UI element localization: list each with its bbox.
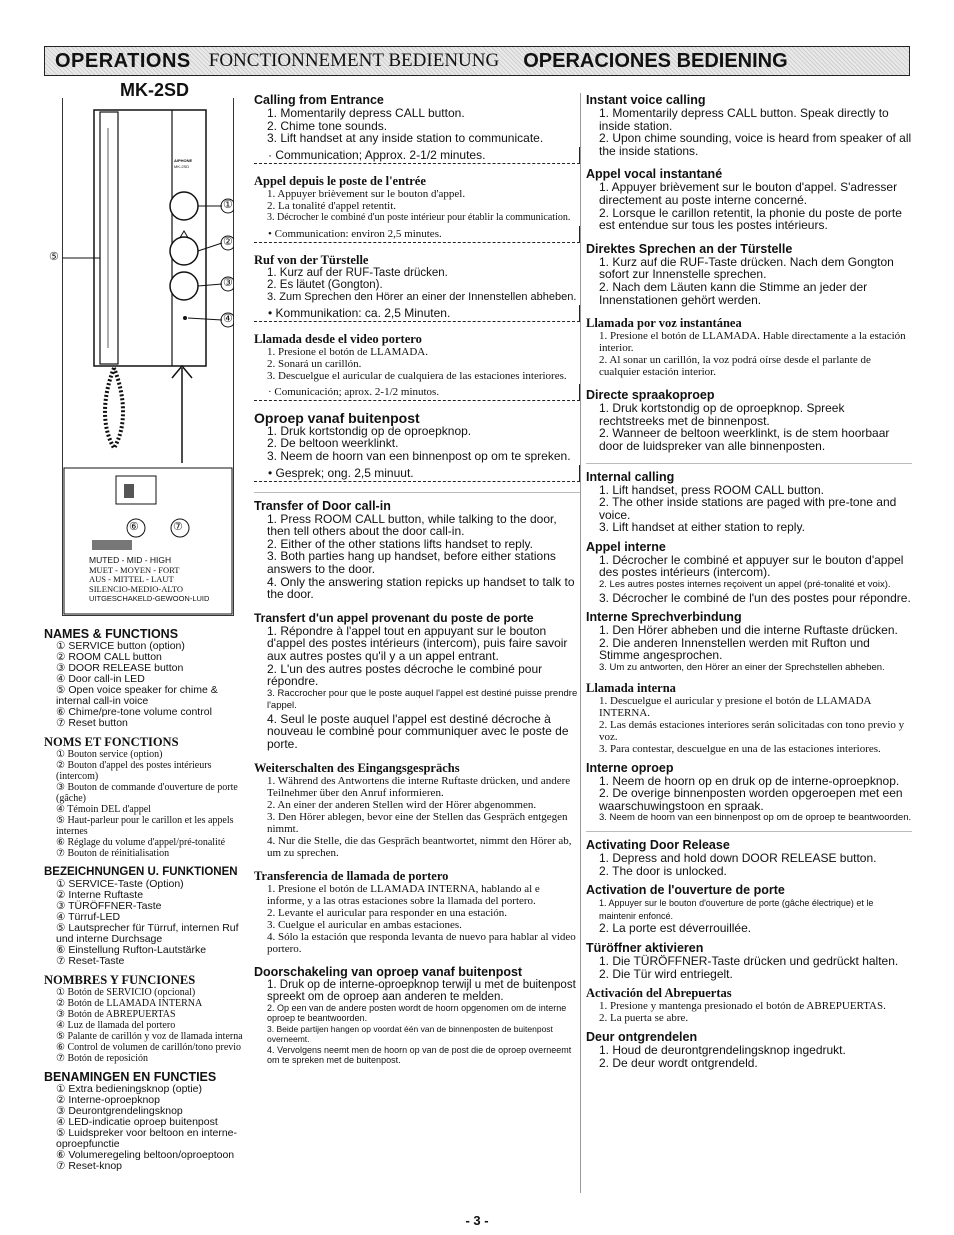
- calling-from-entrance-en: [254, 93, 580, 164]
- communication-note: • Communication: environ 2,5 minutes.: [254, 226, 580, 243]
- list-item: ① Botón de SERVICIO (opcional): [56, 987, 196, 998]
- list-item: 1. Presione el botón de LLAMADA INTERNA, hablando al e informe, y a las otras estaciones sobre la llamada del portero.: [267, 882, 540, 907]
- internal-calling-de: [586, 610, 912, 674]
- list-item: ④ LED-indicatie oproep buitenpost: [56, 1116, 218, 1128]
- callout-3: ③: [223, 277, 233, 289]
- list-item: ④ Door call-in LED: [56, 673, 145, 685]
- list-item: 3. Both parties hang up handset, before either stations answers to the door.: [267, 549, 556, 576]
- list-item: ① Bouton service (option): [56, 749, 163, 760]
- section-heading: Activación del Abrepuertas: [586, 986, 732, 1001]
- list-item: 1. Druk op de interne-oproepknop terwijl u met de buitenpost spreekt om de oproep aan anderen te melden.: [267, 978, 576, 1003]
- list-item: ⑤ Luidspreker voor beltoon en interne-oproepfunctie: [56, 1127, 238, 1150]
- list-item: ⑥ Control de volumen de carillón/tono previo: [56, 1042, 242, 1053]
- list-item: ⑥ Volumeregeling beltoon/oproeptoon: [56, 1149, 235, 1161]
- section-divider: [586, 463, 912, 464]
- volume-label-de: AUS - MITTEL - LAUT: [89, 574, 174, 585]
- list-item: ⑥ Einstellung Rufton-Lautstärke: [56, 944, 207, 956]
- list-item: 1. Appuyer sur le bouton d'ouverture de porte (gâche électrique) et le maintenir enfoncé.: [599, 898, 874, 921]
- section-heading: Directe spraakoproep: [586, 388, 715, 403]
- transfer-de: [254, 761, 580, 859]
- list-item: 2. The other inside stations are paged with pre-tone and voice.: [599, 495, 897, 522]
- names-section-de: [44, 865, 244, 967]
- list-item: ① SERVICE button (option): [56, 640, 185, 652]
- list-item: 1. Die TÜRÖFFNER-Taste drücken und gedrückt halten.: [599, 953, 899, 968]
- names-section-en: [44, 627, 244, 729]
- section-heading: Doorschakeling van oproep vanaf buitenpost: [254, 964, 523, 979]
- list-item: 1. Den Hörer abheben und die interne Ruftaste drücken.: [599, 623, 898, 638]
- list-item: ⑥ Réglage du volume d'appel/pré-tonalité: [56, 837, 226, 848]
- list-item: 2. Levante el auricular para responder en una estación.: [267, 906, 508, 919]
- list-item: 1. Lift handset, press ROOM CALL button.: [599, 482, 824, 497]
- list-item: ③ Deurontgrendelingsknop: [56, 1105, 183, 1117]
- list-item: ② Interne Ruftaste: [56, 889, 144, 901]
- transfer-nl: [254, 965, 580, 1066]
- list-item: 1. Décrocher le combiné et appuyer sur le bouton d'appel des postes intérieurs (intercom).: [599, 552, 904, 580]
- volume-label-en: MUTED - MID - HIGH: [89, 555, 172, 565]
- list-item: 1. Houd de deurontgrendelingsknop ingedrukt.: [599, 1043, 846, 1058]
- volume-label-nl: UITGESCHAKELD-GEWOON-LUID: [89, 594, 210, 604]
- list-item: 2. Either of the other stations lifts handset to reply.: [267, 536, 533, 551]
- list-item: 3. Lift handset at either station to reply.: [599, 520, 805, 535]
- communication-note: • Kommunikation: ca. 2,5 Minuten.: [254, 305, 580, 322]
- list-item: ③ Botón de ABREPUERTAS: [56, 1009, 176, 1020]
- list-item: 4. Sólo la estación que responda levanta de nuevo para hablar al video portero.: [267, 930, 576, 955]
- section-heading: Deur ontgrendelen: [586, 1030, 698, 1045]
- door-release-nl: [586, 1030, 912, 1069]
- names-section-fr: [44, 735, 244, 859]
- calling-from-entrance-es: [254, 332, 580, 401]
- list-item: 2. La tonalité d'appel retentit.: [267, 199, 397, 212]
- communication-note: · Comunicación; aprox. 2-1/2 minutos.: [254, 384, 580, 401]
- header-banner: [44, 46, 910, 76]
- right-column: [586, 93, 912, 1193]
- section-heading: BENAMINGEN EN FUNCTIES: [44, 1070, 217, 1084]
- list-item: 2. De deur wordt ontgrendeld.: [599, 1055, 758, 1070]
- section-heading: Transferencia de llamada de portero: [254, 868, 449, 883]
- instant-voice-fr: [586, 167, 912, 231]
- section-heading: Llamada interna: [586, 680, 676, 695]
- list-item: 2. L'un des autres postes décroche le combiné pour répondre.: [267, 661, 543, 689]
- list-item: 2. La porte est déverrouillée.: [599, 921, 752, 936]
- section-heading: Activating Door Release: [586, 838, 730, 852]
- list-item: ⑦ Bouton de réinitialisation: [56, 848, 170, 859]
- handset-diagram: [62, 98, 234, 616]
- section-divider: [586, 831, 912, 832]
- names-column: [44, 627, 244, 1187]
- device-illustration: [49, 98, 234, 616]
- list-item: ② Interne-oproepknop: [56, 1094, 160, 1106]
- banner-title-en: OPERATIONS: [55, 49, 191, 72]
- section-heading: Internal calling: [586, 469, 675, 484]
- list-item: 1. Appuyer brièvement sur le bouton d'appel.: [267, 187, 466, 200]
- section-heading: BEZEICHNUNGEN U. FUNKTIONEN: [44, 866, 238, 878]
- list-item: 2. Die Tür wird entriegelt.: [599, 966, 733, 981]
- list-item: ② Botón de LLAMADA INTERNA: [56, 998, 203, 1009]
- list-item: 1. Press ROOM CALL button, while talking to the door, then tell others about the door call-in.: [267, 511, 557, 539]
- section-heading: Transfert d'un appel provenant du poste de porte: [254, 610, 534, 625]
- list-item: 3. Beide partijen hangen op voordat één van de binnenposten de buitenpost overneemt.: [267, 1023, 553, 1045]
- callout-7: ⑦: [173, 521, 183, 533]
- list-item: ⑦ Reset-knop: [56, 1160, 123, 1172]
- list-item: ④ Témoin DEL d'appel: [56, 804, 151, 815]
- list-item: 2. Wanneer de beltoon weerklinkt, is de stem hoorbaar door de luidspreker van alle binnenposten.: [599, 426, 890, 453]
- list-item: 4. Nur die Stelle, die das Gespräch beantwortet, nimmt den Hörer ab, um zu sprechen.: [267, 834, 572, 859]
- volume-labels: [89, 556, 209, 604]
- list-item: ⑥ Chime/pre-tone volume control: [56, 706, 212, 718]
- device-brand-label: AIPHONE: [174, 158, 193, 163]
- door-release-es: [586, 986, 912, 1024]
- list-item: 2. The door is unlocked.: [599, 863, 727, 878]
- list-item: 3. Den Hörer ablegen, bevor eine der Stellen das Gespräch entgegen nimmt.: [267, 810, 568, 835]
- list-item: 1. Descuelgue el auricular y presione el botón de LLAMADA INTERNA.: [599, 694, 871, 719]
- communication-note: · Communication; Approx. 2-1/2 minutes.: [254, 147, 580, 164]
- list-item: 2. Sonará un carillón.: [267, 357, 362, 370]
- list-item: 1. Druk kortstondig op de oproepknop. Spreek rechtstreeks met de binnenpost.: [599, 401, 845, 428]
- section-heading: NOMBRES Y FUNCIONES: [44, 973, 196, 987]
- section-heading: Calling from Entrance: [254, 93, 384, 107]
- banner-title-fr-de: FONCTIONNEMENT BEDIENUNG: [208, 50, 500, 71]
- list-item: ② Bouton d'appel des postes intérieurs (intercom): [56, 760, 212, 782]
- list-item: 2. Die anderen Innenstellen werden mit Rufton und Stimme angesprochen.: [599, 635, 870, 663]
- list-item: 3. Um zu antworten, den Hörer an einer der Sprechstellen abheben.: [599, 662, 885, 674]
- list-item: 1. Presione y mantenga presionado el botón de ABREPUERTAS.: [599, 1000, 886, 1013]
- internal-calling-es: [586, 681, 912, 755]
- list-item: 2. Las demás estaciones interiores serán solicitadas con tono previo y voz.: [599, 718, 905, 743]
- page-number: - 3 -: [465, 1213, 489, 1228]
- list-item: 1. Momentarily depress CALL button.: [267, 106, 465, 120]
- list-item: 2. Chime tone sounds.: [267, 118, 388, 133]
- callout-6: ⑥: [129, 521, 139, 533]
- list-item: 1. Presione el botón de LLAMADA.: [267, 345, 429, 358]
- internal-calling-nl: [586, 761, 912, 825]
- list-item: ① SERVICE-Taste (Option): [56, 878, 184, 890]
- list-item: 3. Para contestar, descuelgue en una de las estaciones interiores.: [599, 742, 881, 755]
- model-title: MK-2SD: [120, 80, 190, 100]
- list-item: 1. Presione el botón de LLAMADA. Hable directamente a la estación interior.: [599, 330, 906, 355]
- list-item: ⑤ Lautsprecher für Türruf, internen Ruf und interne Durchsage: [56, 922, 239, 945]
- callout-4: ④: [223, 313, 233, 325]
- transfer-es: [254, 869, 580, 955]
- section-heading: Appel depuis le poste de l'entrée: [254, 173, 426, 188]
- list-item: ⑤ Haut-parleur pour le carillon et les appels internes: [56, 815, 234, 837]
- section-heading: Transfer of Door call-in: [254, 498, 391, 513]
- list-item: ① Extra bedieningsknop (optie): [56, 1083, 202, 1095]
- door-release-de: [586, 941, 912, 980]
- list-item: 4. Only the answering station repicks up handset to talk to the door.: [267, 574, 575, 602]
- list-item: 3. Neem de hoorn van een binnenpost op om te spreken.: [267, 448, 571, 463]
- callout-5: ⑤: [49, 251, 59, 263]
- list-item: 2. Lorsque le carillon retentit, la phonie du poste de porte est entendue sur tous les postes intérieurs.: [599, 205, 902, 233]
- list-item: 1. Druk kortstondig op de oproepknop.: [267, 423, 472, 438]
- names-section-nl: [44, 1070, 244, 1172]
- list-item: 3. Décrocher le combiné d'un poste intérieur pour établir la communication.: [267, 211, 571, 223]
- device-model-label: MK-2SD: [174, 164, 190, 169]
- list-item: 2. Op een van de andere posten wordt de hoorn opgenomen om de interne oproep te beantwoorden.: [267, 1002, 567, 1024]
- section-heading: NAMES & FUNCTIONS: [44, 627, 179, 641]
- list-item: 1. Appuyer brièvement sur le bouton d'appel. S'adresser directement au poste interne concerné.: [599, 180, 898, 207]
- list-item: 2. An einer der anderen Stellen wird der Hörer abgenommen.: [267, 798, 537, 811]
- names-section-es: [44, 973, 244, 1064]
- list-item: ⑦ Botón de reposición: [56, 1053, 149, 1064]
- section-heading: Interne Sprechverbindung: [586, 610, 742, 625]
- instant-voice-de: [586, 242, 912, 306]
- callout-1: ①: [223, 199, 233, 211]
- section-heading: Interne oproep: [586, 760, 674, 775]
- section-divider: [254, 492, 580, 493]
- section-heading: Ruf von der Türstelle: [254, 252, 369, 267]
- list-item: ③ Bouton de commande d'ouverture de porte (gâche): [56, 782, 238, 804]
- middle-column: [254, 93, 581, 1193]
- list-item: 3. Neem de hoorn van een binnenpost op om de oproep te beantwoorden.: [599, 812, 912, 824]
- section-heading: Appel vocal instantané: [586, 167, 723, 182]
- list-item: ⑦ Reset-Taste: [56, 955, 125, 967]
- list-item: ② ROOM CALL button: [56, 651, 162, 663]
- volume-label-fr: MUET - MOYEN - FORT: [89, 564, 180, 575]
- list-item: ⑦ Reset button: [56, 717, 128, 729]
- instant-voice-en: [586, 93, 912, 157]
- list-item: 4. Vervolgens neemt men de hoorn op van de post die de oproep overneemt om te spreken met de buitenpost.: [267, 1044, 572, 1066]
- callout-2: ②: [223, 236, 233, 248]
- section-heading: Llamada desde el video portero: [254, 331, 422, 346]
- list-item: 1. Répondre à l'appel tout en appuyant sur le bouton d'appel des postes intérieurs (intercom), puis faire savoir aux autres postes qu'il y a un appel entrant.: [267, 623, 568, 663]
- section-heading: Instant voice calling: [586, 93, 706, 107]
- list-item: 2. Les autres postes internes reçoivent un appel (pré-tonalité et voix).: [599, 579, 891, 591]
- internal-calling-fr: [586, 540, 912, 604]
- list-item: 2. Nach dem Läuten kann die Stimme an jeder der Innenstationen gehört werden.: [599, 279, 868, 307]
- calling-from-entrance-de: [254, 253, 580, 322]
- list-item: 1. Depress and hold down DOOR RELEASE button.: [599, 851, 877, 865]
- section-heading: NOMS ET FONCTIONS: [44, 735, 179, 749]
- list-item: 3. Cuelgue el auricular en ambas estaciones.: [267, 918, 462, 931]
- list-item: 1. Kurz auf die RUF-Taste drücken. Nach dem Gongton sofort zur Innenstelle sprechen.: [599, 254, 894, 282]
- calling-from-entrance-nl: [254, 411, 580, 482]
- list-item: 1. Momentarily depress CALL button. Speak directly to inside station.: [599, 106, 889, 133]
- instant-voice-nl: [586, 388, 912, 452]
- instant-voice-es: [586, 316, 912, 378]
- list-item: 1. Kurz auf der RUF-Taste drücken.: [267, 266, 448, 279]
- list-item: 1. Neem de hoorn op en druk op de interne-oproepknop.: [599, 773, 900, 788]
- list-item: ⑤ Palante de carillón y voz de llamada interna: [56, 1031, 243, 1042]
- list-item: 2. De beltoon weerklinkt.: [267, 436, 399, 451]
- transfer-fr: [254, 611, 580, 751]
- list-item: 3. Décrocher le combiné de l'un des postes pour répondre.: [599, 590, 911, 605]
- list-item: ④ Türruf-LED: [56, 911, 121, 923]
- internal-calling-en: [586, 470, 912, 534]
- list-item: 2. Upon chime sounding, voice is heard from speaker of all the inside stations.: [599, 131, 912, 158]
- list-item: 3. Raccrocher pour que le poste auquel l'appel est destiné puisse prendre l'appel.: [267, 687, 578, 712]
- list-item: ③ DOOR RELEASE button: [56, 662, 184, 674]
- door-release-en: [586, 838, 912, 877]
- list-item: 3. Descuelgue el auricular de cualquiera de las estaciones interiores.: [267, 369, 567, 382]
- list-item: ③ TÜRÖFFNER-Taste: [56, 900, 162, 912]
- list-item: 3. Lift handset at any inside station to communicate.: [267, 131, 544, 146]
- list-item: 3. Zum Sprechen den Hörer an einer der Innenstellen abheben.: [267, 290, 577, 303]
- banner-title-es-nl: OPERACIONES BEDIENING: [523, 49, 788, 72]
- section-heading: Llamada por voz instantánea: [586, 316, 742, 331]
- list-item: ⑤ Open voice speaker for chime & internal call-in voice: [56, 684, 218, 707]
- list-item: 2. Es läutet (Gongton).: [267, 278, 383, 291]
- section-heading: Weiterschalten des Eingangsgesprächs: [254, 760, 460, 775]
- list-item: 2. La puerta se abre.: [599, 1012, 689, 1025]
- list-item: 2. De overige binnenposten worden opgeroepen met een waarschuwingstoon en spraak.: [599, 786, 903, 813]
- list-item: ④ Luz de llamada del portero: [56, 1020, 176, 1031]
- list-item: 1. Während des Antwortens die interne Ruftaste drücken, und andere Teilnehmer über den Anruf informieren.: [267, 774, 571, 799]
- transfer-en: [254, 499, 580, 601]
- section-heading: Direktes Sprechen an der Türstelle: [586, 241, 793, 256]
- calling-from-entrance-fr: [254, 174, 580, 243]
- section-heading: Türöffner aktivieren: [586, 940, 704, 955]
- section-heading: Oproep vanaf buitenpost: [254, 409, 420, 426]
- section-heading: Activation de l'ouverture de porte: [586, 883, 785, 898]
- list-item: 4. Seul le poste auquel l'appel est destiné décroche à nouveau le combiné pour communiquer avec le poste de porte.: [267, 711, 569, 752]
- section-heading: Appel interne: [586, 539, 666, 554]
- list-item: 2. Al sonar un carillón, la voz podrá oírse desde el parlante de cualquier estación interior.: [599, 354, 871, 379]
- volume-label-es: SILENCIO-MEDIO-ALTO: [89, 583, 183, 594]
- communication-note: • Gesprek; ong. 2,5 minuut.: [254, 465, 580, 482]
- door-release-fr: [586, 883, 912, 935]
